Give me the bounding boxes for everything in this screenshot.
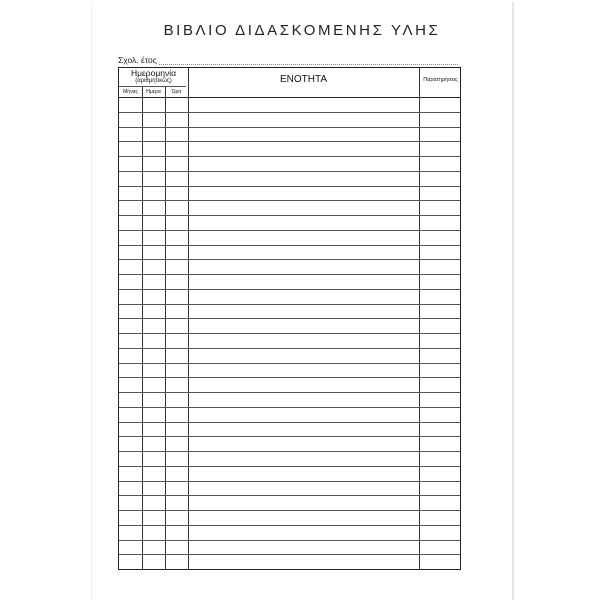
- table-row-rule: [119, 259, 460, 260]
- date-header-sublabel: (αριθμητικώς): [135, 78, 172, 84]
- table-row-rule: [119, 377, 460, 378]
- table-row-rule: [119, 554, 460, 555]
- date-header: [119, 68, 188, 87]
- table-row-rule: [119, 451, 460, 452]
- date-header-divider: [119, 86, 186, 87]
- hour-column-header: Ώρα: [171, 89, 182, 95]
- table-row-rule: [119, 112, 460, 113]
- table-row-rule: [119, 510, 460, 511]
- page-title: ΒΙΒΛΙΟ ΔΙΔΑΣΚΟΜΕΝΗΣ ΥΛΗΣ: [163, 22, 441, 39]
- day-column-header: Ημέρα: [146, 89, 161, 95]
- document-page: [92, 2, 512, 600]
- table-row-rule: [119, 318, 460, 319]
- header-bottom-rule: [119, 97, 460, 98]
- table-row-rule: [119, 363, 460, 364]
- school-year-label: Σχολ. έτος: [118, 55, 157, 65]
- table-row-rule: [119, 466, 460, 467]
- table-row-rule: [119, 141, 460, 142]
- school-year-field: [118, 55, 458, 65]
- table-row-rule: [119, 392, 460, 393]
- table-row-rule: [119, 348, 460, 349]
- table-row-rule: [119, 274, 460, 275]
- school-year-blank-line: [159, 56, 458, 65]
- notes-column-header: Παρατηρήσεις: [423, 77, 458, 83]
- table-row-rule: [119, 540, 460, 541]
- table-row-rule: [119, 481, 460, 482]
- table-row-rule: [119, 407, 460, 408]
- table-row-rule: [119, 230, 460, 231]
- table-row-rule: [119, 200, 460, 201]
- table-row-rule: [119, 333, 460, 334]
- table-row-rule: [119, 436, 460, 437]
- lesson-log-table: [118, 67, 461, 570]
- table-row-rule: [119, 289, 460, 290]
- unit-column-header: ΕΝΟΤΗΤΑ: [279, 74, 328, 85]
- day-hour-divider: [165, 87, 166, 569]
- table-row-rule: [119, 186, 460, 187]
- date-header-label: Ημερομηνία: [130, 68, 177, 78]
- month-column-header: Μήνας: [123, 89, 138, 95]
- month-day-divider: [142, 87, 143, 569]
- table-row-rule: [119, 495, 460, 496]
- table-row-rule: [119, 525, 460, 526]
- table-row-rule: [119, 304, 460, 305]
- table-row-rule: [119, 171, 460, 172]
- table-row-rule: [119, 215, 460, 216]
- table-row-rule: [119, 156, 460, 157]
- table-row-rule: [119, 127, 460, 128]
- table-row-rule: [119, 422, 460, 423]
- table-row-rule: [119, 245, 460, 246]
